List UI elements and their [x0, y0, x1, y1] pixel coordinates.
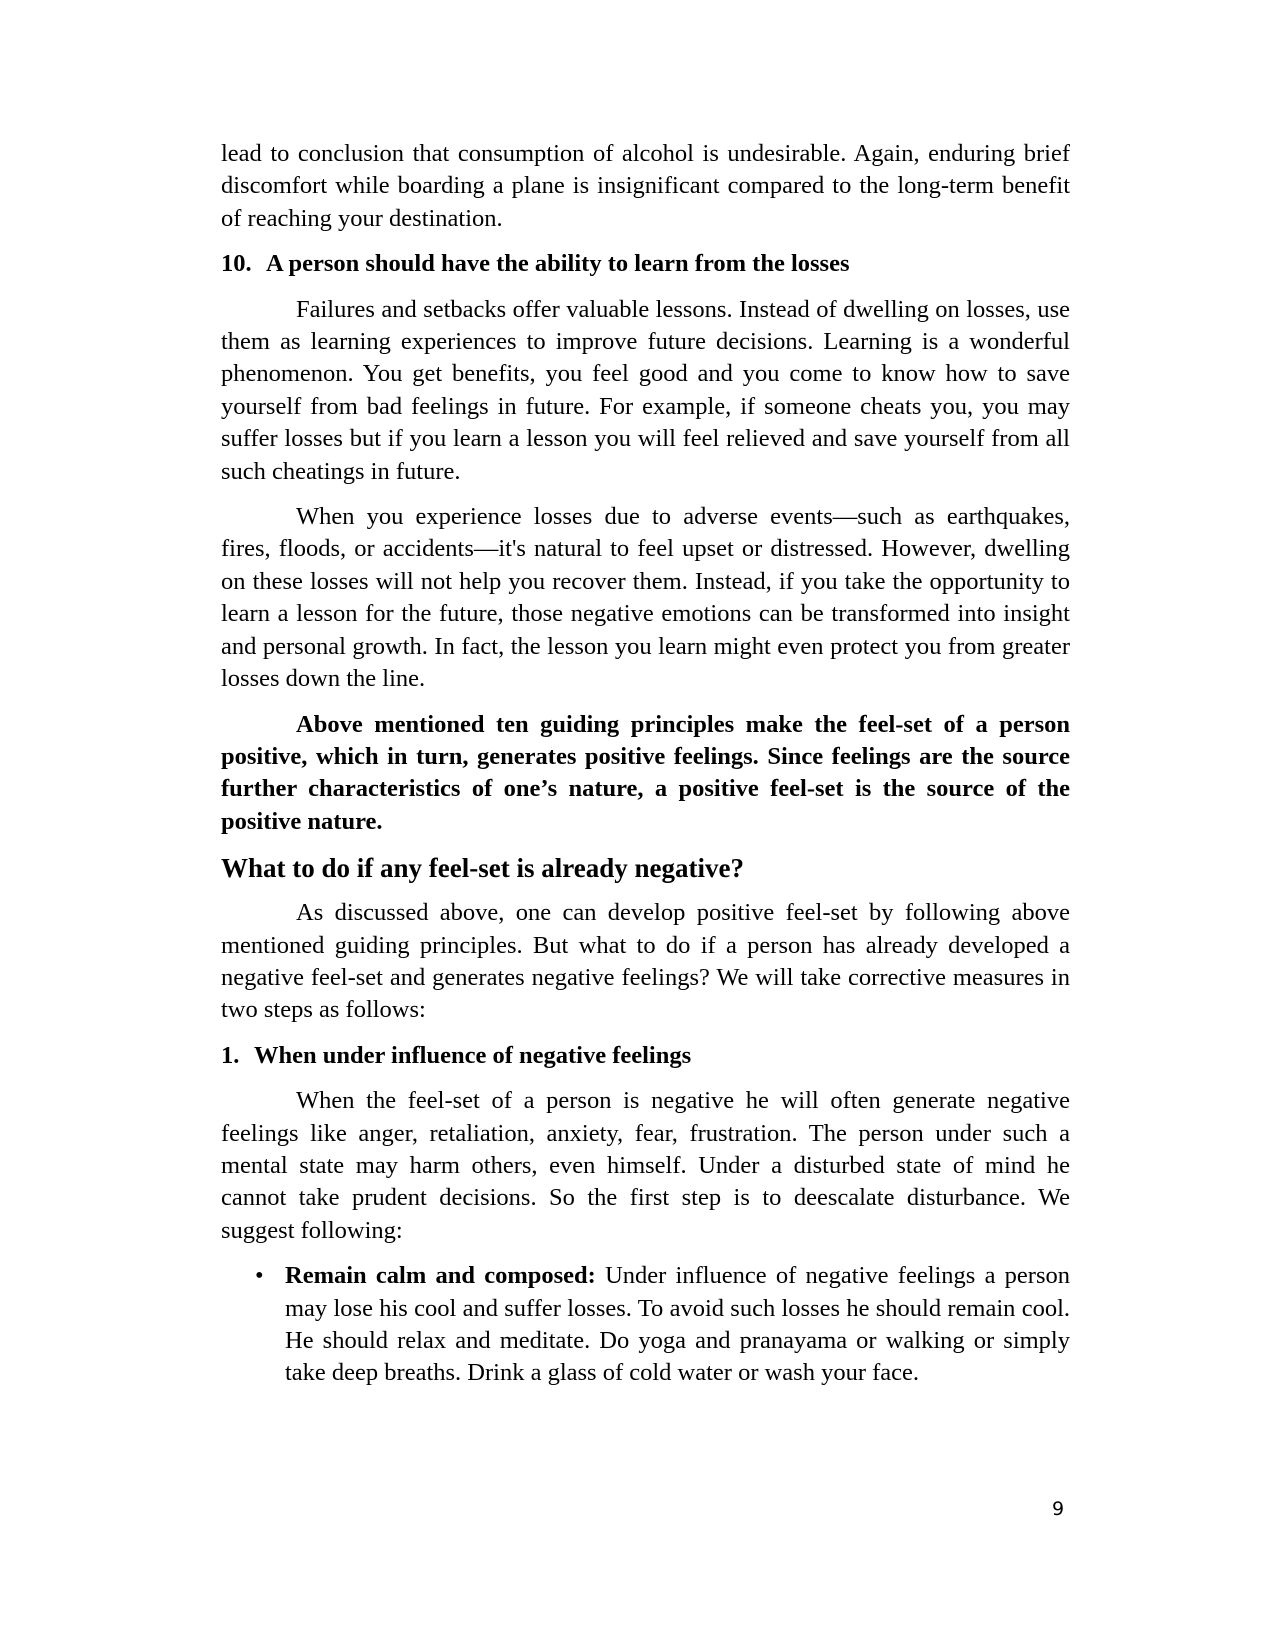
paragraph-negative-feelset: When the feel-set of a person is negative he will often generate negative feelings like anger, retaliation, anxiety, fear, frustration. The person under such a mental state may harm others, even himself. Under a disturbed state of mind he cannot take prudent decisions. So the first step is to deescalate disturbance. We suggest following:: [221, 1087, 1070, 1244]
list-item: [221, 1260, 1070, 1390]
heading-number: 1.: [221, 1041, 240, 1069]
document-page: [221, 138, 1070, 1390]
bullet-icon: •: [255, 1262, 264, 1290]
paragraph-summary: Above mentioned ten guiding principles make the feel-set of a person positive, which in turn, generates positive feelings. Since feelings are the source further characteristics of one’s nature, a positive feel-set is the source of the positive nature.: [221, 710, 1070, 835]
heading-text: A person should have the ability to learn from the losses: [266, 250, 850, 278]
bullet-label: Remain calm and composed:: [285, 1262, 596, 1290]
paragraph-as-discussed: As discussed above, one can develop positive feel-set by following above mentioned guiding principles. But what to do if a person has already developed a negative feel-set and generates negative feelings? We will take corrective measures in two steps as follows:: [221, 899, 1070, 1024]
section-heading: What to do if any feel-set is already negative?: [221, 853, 744, 884]
heading-step-1: [221, 1040, 1070, 1072]
paragraph-adverse-events: When you experience losses due to adverse events—such as earthquakes, fires, floods, or accidents—it's natural to feel upset or distressed. However, dwelling on these losses will not help you recover them. Instead, if you take the opportunity to learn a lesson for the future, those negative emotions can be transformed into insight and personal growth. In fact, the lesson you learn might even protect you from greater losses down the line.: [221, 503, 1070, 693]
heading-text: When under influence of negative feelings: [254, 1041, 692, 1069]
heading-number: 10.: [221, 250, 252, 278]
bullet-list: [221, 1260, 1070, 1390]
page-number: 9: [1052, 1498, 1065, 1520]
paragraph-failures: Failures and setbacks offer valuable lessons. Instead of dwelling on losses, use them as learning experiences to improve future decisions. Learning is a wonderful phenomenon. You get benefits, you feel good and you come to know how to save yourself from bad feelings in future. For example, if someone cheats you, you may suffer losses but if you learn a lesson you will feel relieved and save yourself from all such cheatings in future.: [221, 295, 1070, 485]
heading-principle-10: [221, 248, 1070, 280]
intro-paragraph: lead to conclusion that consumption of alcohol is undesirable. Again, enduring brief discomfort while boarding a plane is insignificant compared to the long-term benefit of reaching your destination.: [221, 140, 1070, 232]
bullet-text: Under influence of negative feelings a person may lose his cool and suffer losses. To avoid such losses he should remain cool. He should relax and meditate. Do yoga and pranayama or walking or simply take deep breaths. Drink a glass of cold water or wash your face.: [285, 1262, 1071, 1387]
